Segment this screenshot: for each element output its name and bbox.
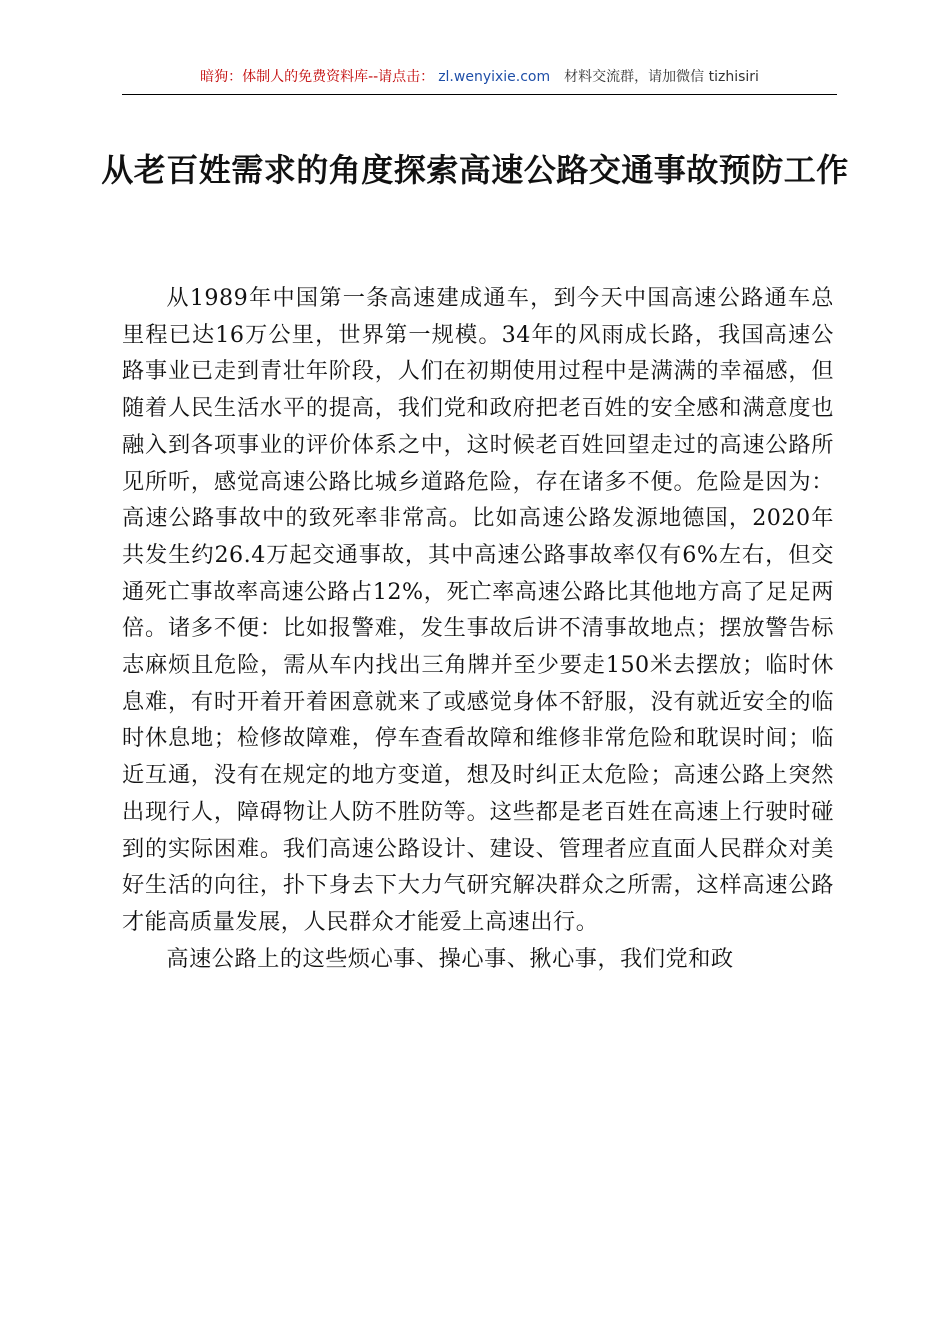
- body-paragraph-1: 从1989年中国第一条高速建成通车，到今天中国高速公路通车总里程已达16万公里，世界第一规模。34年的风雨成长路，我国高速公路事业已走到青壮年阶段，人们在初期使用过程中是满满的幸福感，但随着人民生活水平的提高，我们党和政府把老百姓的安全感和满意度也融入到各项事业的评价体系之中，这时候老百姓回望走过的高速公路所见所听，感觉高速公路比城乡道路危险，存在诸多不便。危险是因为：高速公路事故中的致死率非常高。比如高速公路发源地德国，2020年共发生约26.4万起交通事故，其中高速公路事故率仅有6%左右，但交通死亡事故率高速公路占12%，死亡率高速公路比其他地方高了足足两倍。诸多不便：比如报警难，发生事故后讲不清事故地点；摆放警告标志麻烦且危险，需从车内找出三角牌并至少要走150米去摆放；临时休息难，有时开着开着困意就来了或感觉身体不舒服，没有就近安全的临时休息地；检修故障难，停车查看故障和维修非常危险和耽误时间；临近互通，没有在规定的地方变道，想及时纠正太危险；高速公路上突然出现行人，障碍物让人防不胜防等。这些都是老百姓在高速上行驶时碰到的实际困难。我们高速公路设计、建设、管理者应直面人民群众对美好生活的向往，扑下身去下大力气研究解决群众之所需，这样高速公路才能高质量发展，人民群众才能爱上高速出行。: [122, 285, 834, 935]
- document-body: [122, 280, 834, 977]
- header-promo-text: 暗狗：体制人的免费资料库: [200, 69, 369, 85]
- header-contact-text: 材料交流群，请加微信 tizhisiri: [564, 69, 759, 85]
- header-link-prefix: --请点击：: [368, 69, 435, 85]
- body-paragraph-2: 高速公路上的这些烦心事、操心事、揪心事，我们党和政: [166, 945, 734, 972]
- document-title: 从老百姓需求的角度探索高速公路交通事故预防工作: [101, 151, 849, 189]
- page-header: [122, 66, 837, 95]
- header-url-link[interactable]: zl.wenyixie.com: [438, 69, 551, 85]
